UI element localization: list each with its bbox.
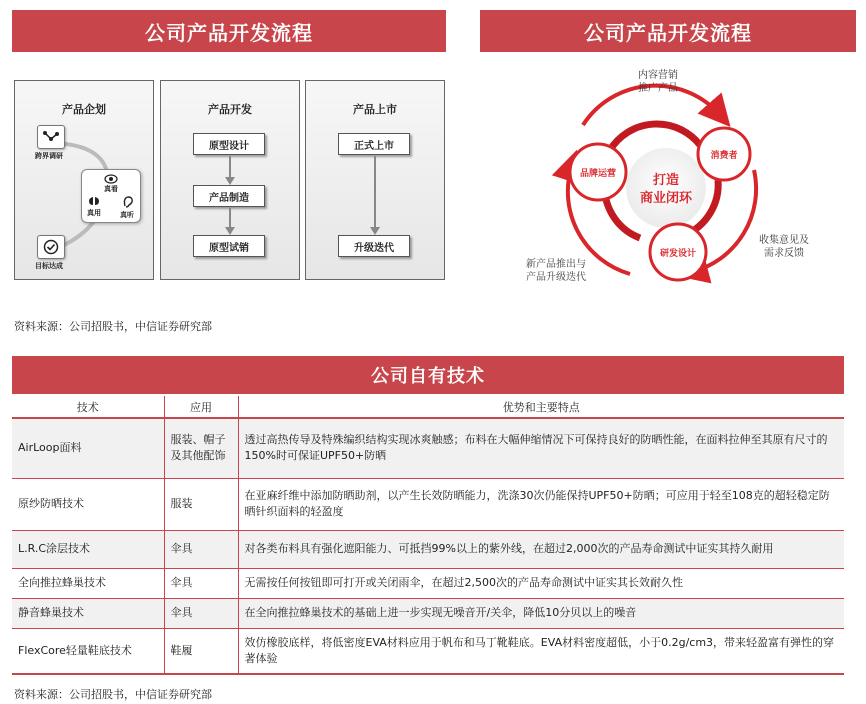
step-upgrade-iterate: 升级迭代 — [338, 235, 410, 257]
ear-icon — [122, 196, 134, 208]
flow-line — [229, 208, 231, 228]
flow-arrow — [225, 227, 235, 235]
label-top-2: 推广产品 — [638, 83, 678, 94]
table-row — [12, 478, 844, 530]
table-row — [12, 598, 844, 628]
panel-title: 产品企划 — [62, 103, 106, 116]
label-top-1: 内容营销 — [638, 70, 678, 81]
goal-achieved-label: 目标达成 — [35, 262, 63, 270]
panel-title: 产品上市 — [353, 103, 397, 116]
see-label: 真看 — [104, 185, 118, 193]
eye-icon — [104, 174, 118, 184]
table-row — [12, 530, 844, 568]
table-row — [12, 568, 844, 598]
cell-app: 伞具 — [164, 568, 238, 598]
cross-research-label: 跨界调研 — [35, 152, 63, 160]
cell-desc: 在全向推拉蜂巢技术的基础上进一步实现无噪音开/关伞，降低10分贝以上的噪音 — [238, 598, 844, 628]
network-icon — [37, 125, 65, 149]
cell-tech: 全向推拉蜂巢技术 — [12, 568, 164, 598]
cell-tech: L.R.C涂层技术 — [12, 530, 164, 568]
table-row — [12, 418, 844, 478]
cell-desc: 效仿橡胶底样，将低密度EVA材料应用于帆布和马丁靴鞋底。EVA材料密度超低，小于0.2g/cm3，带来轻盈富有弹性的穿著体验 — [238, 628, 844, 674]
flow-line — [229, 156, 231, 178]
flow-arrow — [225, 177, 235, 185]
table-header-row — [12, 396, 844, 418]
source-note-top: 资料来源：公司招股书，中信证券研究部 — [14, 320, 212, 333]
cell-app: 服装、帽子及其他配饰 — [164, 418, 238, 478]
source-note-bottom: 资料来源：公司招股书，中信证券研究部 — [14, 688, 212, 701]
flow-line — [374, 156, 376, 228]
cell-app: 鞋履 — [164, 628, 238, 674]
cell-app: 伞具 — [164, 598, 238, 628]
label-left-2: 产品升级迭代 — [526, 272, 586, 283]
left-diagram-title: 公司产品开发流程 — [12, 10, 446, 52]
node-rnd-label: 研发设计 — [659, 249, 697, 259]
cell-desc: 在亚麻纤维中添加防晒助剂，以产生长效防晒能力，洗涤30次仍能保持UPF50+防晒；可应用于轻至108克的超轻稳定防晒针织面料的轻盈度 — [238, 478, 844, 530]
step-prototype-design: 原型设计 — [193, 133, 265, 155]
cell-tech: 原纱防晒技术 — [12, 478, 164, 530]
flow-arrow — [370, 227, 380, 235]
use-label: 真用 — [87, 209, 101, 217]
panel-product-launch — [305, 80, 445, 280]
label-right-1: 收集意见及 — [759, 235, 809, 246]
node-brand-ops-label: 品牌运营 — [579, 169, 617, 179]
cell-tech: AirLoop面料 — [12, 418, 164, 478]
right-diagram-title: 公司产品开发流程 — [480, 10, 856, 52]
cell-tech: 静音蜂巢技术 — [12, 598, 164, 628]
cell-desc: 对各类布料具有强化遮阳能力、可抵挡99%以上的紫外线，在超过2,000次的产品寿命测试中证实其持久耐用 — [238, 530, 844, 568]
table-row — [12, 628, 844, 674]
cell-desc: 透过高热传导及特殊编织结构实现冰爽触感；布料在大幅伸缩情况下可保持良好的防晒性能，在面料拉伸至其原有尺寸的150%时可保证UPF50+防晒 — [238, 418, 844, 478]
senses-box — [81, 169, 141, 223]
step-official-launch: 正式上市 — [338, 133, 410, 155]
cell-desc: 无需按任何按钮即可打开或关闭雨伞，在超过2,500次的产品寿命测试中证实其长效耐久性 — [238, 568, 844, 598]
header-tech: 技术 — [12, 396, 164, 418]
table-title: 公司自有技术 — [12, 356, 844, 394]
label-right-2: 需求反馈 — [764, 248, 804, 259]
center-circle — [626, 148, 706, 228]
step-trial-sale: 原型试销 — [193, 235, 265, 257]
lungs-icon — [88, 196, 100, 206]
panel-product-development — [160, 80, 300, 280]
cell-app: 服装 — [164, 478, 238, 530]
label-left-1: 新产品推出与 — [526, 259, 586, 270]
business-loop-diagram — [480, 60, 856, 300]
cell-tech: FlexCore轻量鞋底技术 — [12, 628, 164, 674]
check-circle-icon — [37, 235, 65, 259]
cell-app: 伞具 — [164, 530, 238, 568]
center-line1: 打造 — [652, 173, 680, 188]
header-features: 优势和主要特点 — [238, 396, 844, 418]
panel-title: 产品开发 — [208, 103, 252, 116]
technology-table — [12, 396, 844, 675]
panel-product-planning — [14, 80, 154, 280]
listen-label: 真听 — [120, 211, 134, 219]
step-manufacture: 产品制造 — [193, 185, 265, 207]
node-consumer-label: 消费者 — [710, 151, 738, 161]
center-line2: 商业闭环 — [639, 191, 693, 206]
header-application: 应用 — [164, 396, 238, 418]
